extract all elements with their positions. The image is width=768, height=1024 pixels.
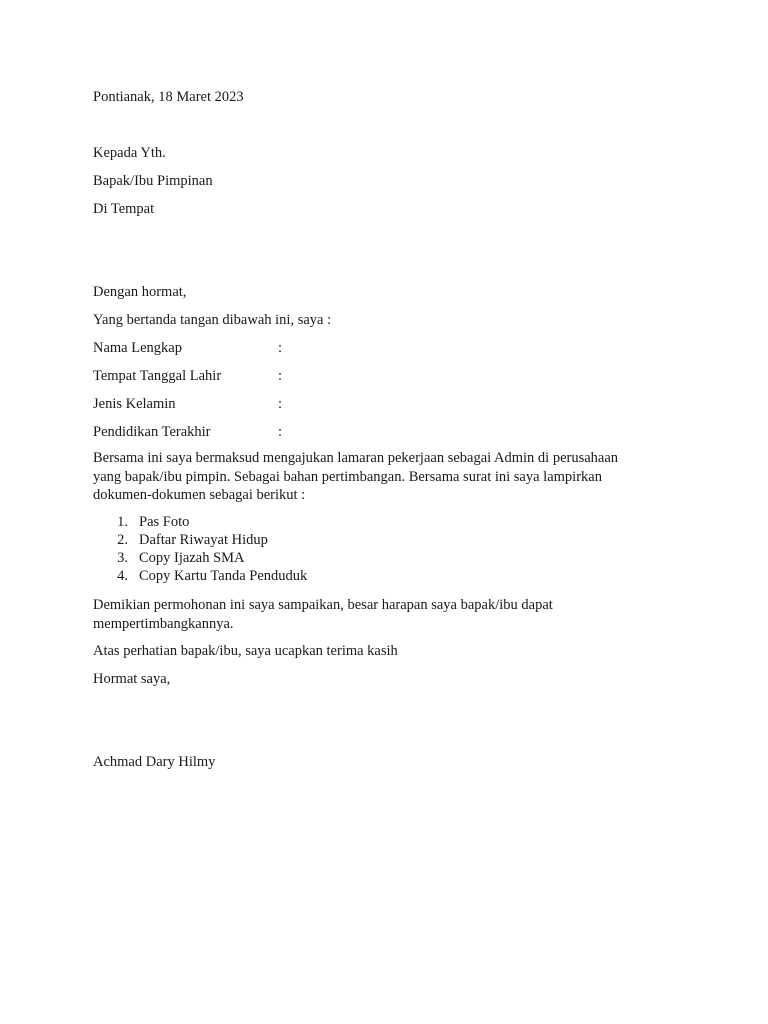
field-label-education: Pendidikan Terakhir bbox=[93, 424, 211, 440]
field-label-gender: Jenis Kelamin bbox=[93, 396, 176, 412]
field-label-birth: Tempat Tanggal Lahir bbox=[93, 368, 222, 384]
list-number: 1. bbox=[117, 514, 128, 530]
closing-paragraph bbox=[93, 596, 673, 633]
list-number: 3. bbox=[117, 550, 128, 566]
body-paragraph-line: yang bapak/ibu pimpin. Sebagai bahan pertimbangan. Bersama surat ini saya lampirkan bbox=[93, 468, 602, 485]
list-text: Pas Foto bbox=[139, 514, 190, 530]
field-colon: : bbox=[278, 368, 283, 384]
field-colon: : bbox=[278, 340, 283, 356]
field-label-name: Nama Lengkap bbox=[93, 340, 182, 356]
list-number: 4. bbox=[117, 568, 128, 584]
list-text: Copy Ijazah SMA bbox=[139, 550, 245, 566]
place-date: Pontianak, 18 Maret 2023 bbox=[93, 89, 244, 105]
closing-paragraph-line: mempertimbangkannya. bbox=[93, 615, 234, 632]
body-paragraph-line: Bersama ini saya bermaksud mengajukan lamaran pekerjaan sebagai Admin di perusahaan bbox=[93, 450, 619, 466]
regards-text: Hormat saya, bbox=[93, 671, 171, 687]
field-colon: : bbox=[278, 396, 283, 412]
field-colon: : bbox=[278, 424, 283, 440]
list-number: 2. bbox=[117, 532, 128, 548]
list-text: Daftar Riwayat Hidup bbox=[139, 532, 268, 548]
salutation: Dengan hormat, bbox=[93, 284, 187, 300]
intro-text: Yang bertanda tangan dibawah ini, saya : bbox=[93, 312, 332, 328]
body-paragraph-line: dokumen-dokumen sebagai berikut : bbox=[93, 487, 306, 503]
recipient-line-3: Di Tempat bbox=[93, 201, 155, 217]
recipient-line-1: Kepada Yth. bbox=[93, 145, 166, 161]
thanks-text: Atas perhatian bapak/ibu, saya ucapkan terima kasih bbox=[93, 643, 398, 659]
signatory-name: Achmad Dary Hilmy bbox=[93, 754, 216, 770]
closing-paragraph-line: Demikian permohonan ini saya sampaikan, besar harapan saya bapak/ibu dapat bbox=[93, 597, 553, 613]
body-paragraph bbox=[93, 449, 673, 505]
list-text: Copy Kartu Tanda Penduduk bbox=[139, 568, 308, 584]
recipient-line-2: Bapak/Ibu Pimpinan bbox=[93, 173, 213, 189]
